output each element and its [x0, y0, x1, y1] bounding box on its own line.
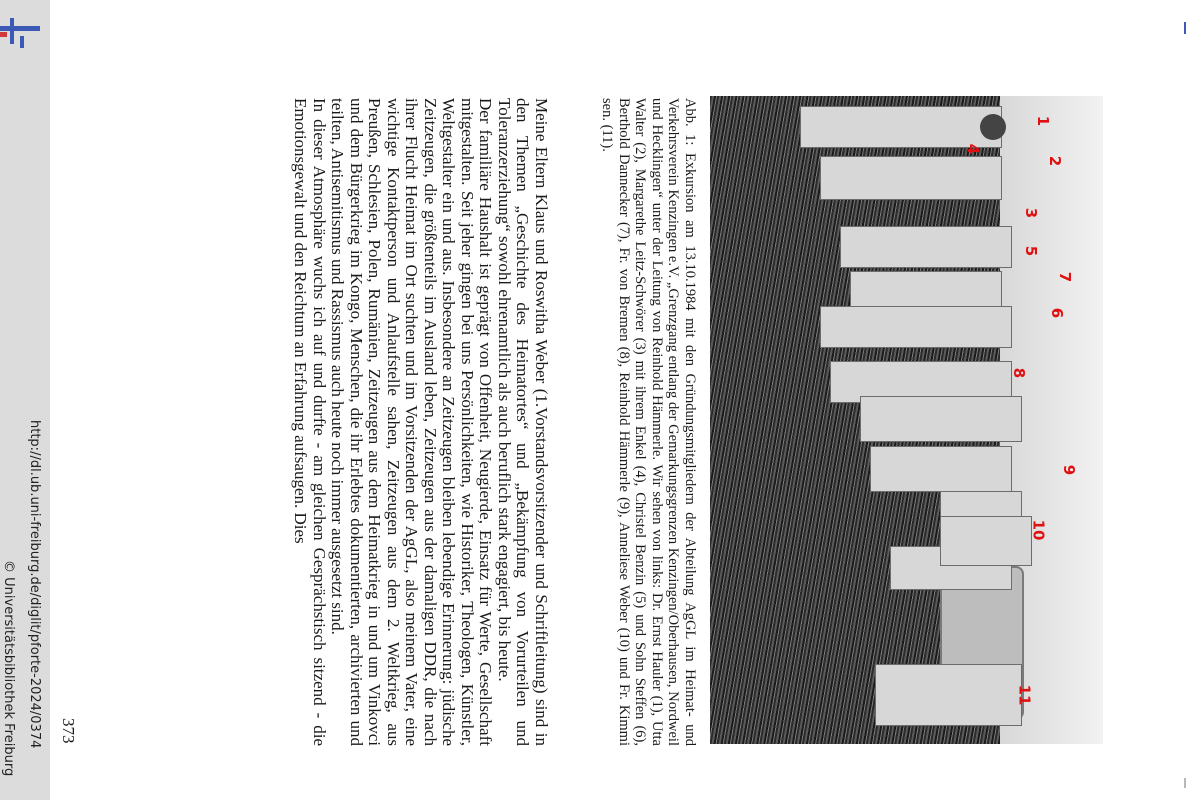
photo-number-label: 5: [1022, 245, 1041, 257]
photo-person: [870, 446, 1012, 492]
photo-person: [875, 664, 1022, 726]
photo-head: [980, 114, 1006, 140]
photo-person: [840, 226, 1012, 268]
photo-person: [800, 106, 1002, 148]
photo-number-label: 3: [1022, 207, 1041, 219]
page-number: 373: [59, 718, 78, 744]
body-text: [291, 98, 550, 746]
photo-number-label: 1: [1034, 115, 1053, 127]
page-edge-marker-bottom: [1184, 778, 1186, 788]
group-photo: [710, 96, 1103, 744]
photo-person: [940, 516, 1032, 566]
photo-person: [850, 271, 1002, 311]
photo-person: [820, 156, 1002, 200]
photo-number-label: 4: [964, 143, 983, 155]
page-edge-marker: [1184, 22, 1186, 34]
photo-number-label: 7: [1056, 271, 1075, 283]
photo-person: [860, 396, 1022, 442]
viewer-sidebar: [0, 0, 50, 800]
paragraph: In dieser Atmosphäre wuchs ich auf und durfte - am gleichen Gesprächstisch sitzend - die Emotionsgewalt und den Reichtum an Erfahrung aufsaugen. Dies: [291, 98, 329, 746]
photo-person: [820, 306, 1012, 348]
photo-number-label: 6: [1048, 307, 1067, 319]
library-logo-icon: [0, 12, 40, 52]
photo-number-label: 9: [1060, 464, 1079, 476]
photo-number-label: 8: [1010, 367, 1029, 379]
paragraph: Meine Eltern Klaus und Roswitha Weber (1.Vorstandsvorsitzender und Schriftleitung) sind in den Themen „Geschichte des Heimatortes“ und „Bekämpfung von Vorurteilen und Toleranzerziehung“ sowohl ehrenamtlich als auch beruflich stark engagiert, bis heute.: [495, 98, 551, 746]
paragraph: Der familiäre Haushalt ist geprägt von Offenheit, Neugierde, Einsatz für Werte, Gesellschaft mitgestalten. Seit jeher gingen bei uns Persönlichkeiten, wie Historiker, Theologen, Künstler, Weltgestalter ein und aus. Insbesondere an Zeitzeugen bleiben lebendige Erinnerung: jüdische Zeitzeugen, die größtenteils im Ausland leben, Zeitzeugen aus der damaligen DDR, die nach ihrer Flucht Heimat im Ort suchten und im Vorsitzenden der AgGL, also meinem Vater, eine wichtige Kontaktperson und Anlaufstelle sahen, Zeitzeugen aus dem 2. Weltkrieg, aus Preußen, Schlesien, Polen, Rumänien, Zeitzeugen aus dem Heimatkrieg in und um Vinkovci und dem Bürgerkrieg im Kongo, Menschen, die ihr Erlebtes dokumentierten, archivierten und teilten, Antisemitismus und Rassismus auch heute noch immer ausgesetzt sind.: [328, 98, 496, 746]
figure-caption: Abb. 1: Exkursion am 13.10.1984 mit den Gründungsmitgliedern der Abteilung AgGL im Heimat- und Verkehrsverein Kenzingen e.V. „Grenzgang entlang der Gemarkungsgrenzen Kenzingen/Oberhausen, Nordweil und Hecklingen“ unter der Leitung von Reinhold Hämmerle. Wir sehen von links: Dr. Ernst Hauler (1), Utta Walter (2), Margarethe Leitz-Schwörer (3) mit ihrem Enkel (4), Christel Benzin (5) und Sohn Steffen (6), Berthold Dannecker (7), Fr. von Bremen (8), Reinhold Hämmerle (9), Anneliese Weber (10) und Fr. Kimmi sen. (11).: [599, 98, 698, 746]
photo-number-label: 2: [1046, 155, 1065, 167]
source-url[interactable]: http://dl.ub.uni-freiburg.de/diglit/pforte-2024/0374: [27, 420, 42, 749]
copyright-notice: © Universitätsbibliothek Freiburg: [1, 560, 16, 777]
photo-number-label: 10: [1029, 519, 1048, 541]
photo-number-label: 11: [1015, 684, 1034, 706]
